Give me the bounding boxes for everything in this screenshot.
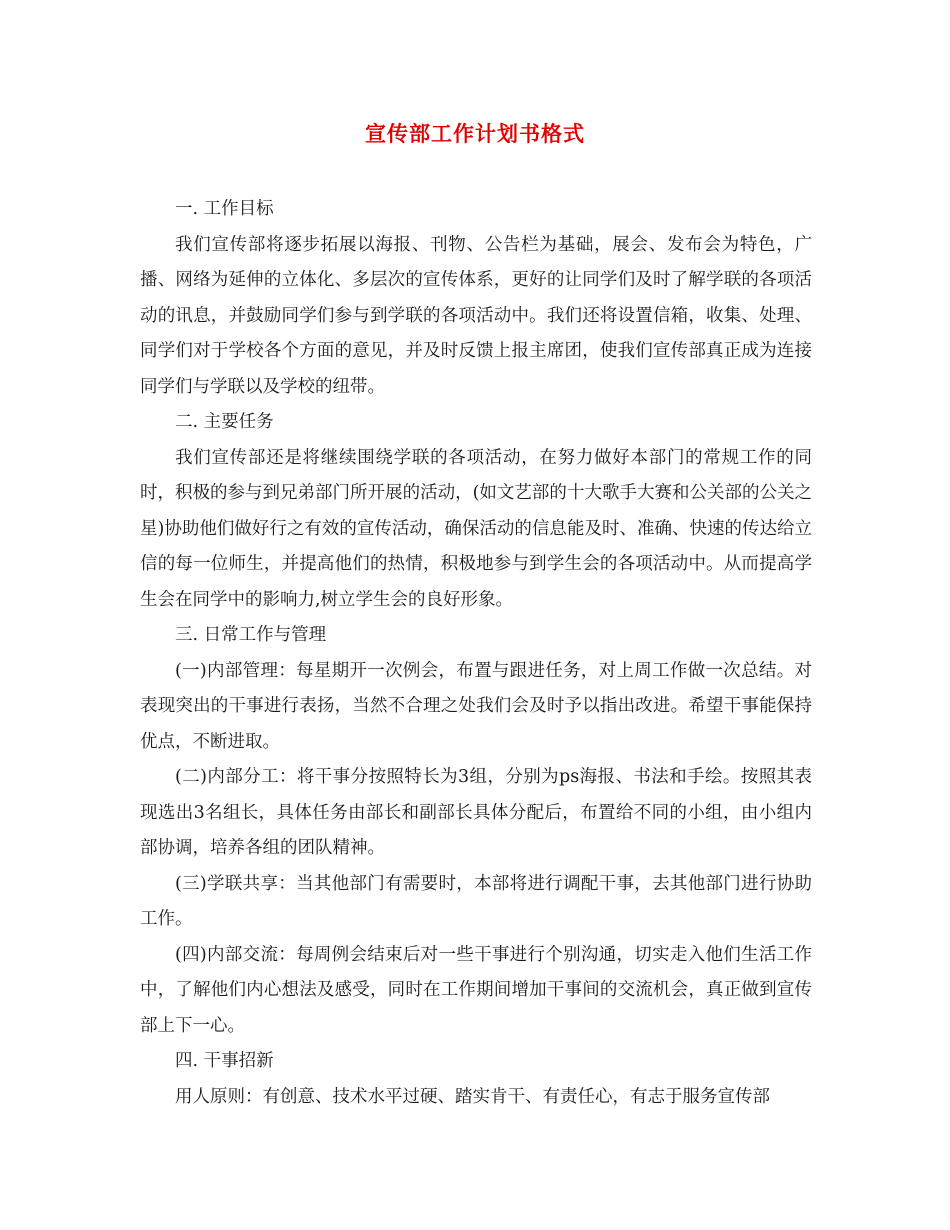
document-body — [140, 192, 812, 1115]
section-heading-goals: 一. 工作目标 — [175, 199, 274, 219]
paragraph-goals: 我们宣传部将逐步拓展以海报、刊物、公告栏为基础，展会、发布会为特色，广播、网络为延伸的立体化、多层次的宣传体系，更好的让同学们及时了解学联的各项活动的讯息，并鼓励同学们参与到学联的各项活动中。我们还将设置信箱，收集、处理、同学们对于学校各个方面的意见，并及时反馈上报主席团，使我们宣传部真正成为连接同学们与学联以及学校的纽带。 — [140, 234, 812, 397]
section-heading-tasks: 二. 主要任务 — [175, 412, 274, 432]
paragraph-sharing: (三)学联共享：当其他部门有需要时，本部将进行调配干事，去其他部门进行协助工作。 — [140, 873, 812, 929]
paragraph-internal-management: (一)内部管理：每星期开一次例会，布置与跟进任务，对上周工作做一次总结。对表现突出的干事进行表扬，当然不合理之处我们会及时予以指出改进。希望干事能保持优点，不断进取。 — [140, 660, 812, 752]
document-title: 宣传部工作计划书格式 — [365, 122, 585, 146]
section-heading-management: 三. 日常工作与管理 — [175, 625, 327, 645]
paragraph-internal-division: (二)内部分工：将干事分按照特长为3组，分别为ps海报、书法和手绘。按照其表现选出3名组长，具体任务由部长和副部长具体分配后，布置给不同的小组，由小组内部协调，培养各组的团队精神。 — [140, 767, 812, 858]
paragraph-tasks: 我们宣传部还是将继续围绕学联的各项活动，在努力做好本部门的常规工作的同时，积极的参与到兄弟部门所开展的活动，(如文艺部的十大歌手大赛和公关部的公关之星)协助他们做好行之有效的宣传活动，确保活动的信息能及时、准确、快速的传达给立信的每一位师生，并提高他们的热情，积极地参与到学生会的各项活动中。从而提高学生会在同学中的影响力,树立学生会的良好形象。 — [140, 447, 812, 610]
paragraph-recruitment-principle: 用人原则：有创意、技术水平过硬、踏实肯干、有责任心，有志于服务宣传部 — [175, 1086, 770, 1107]
section-heading-recruitment: 四. 干事招新 — [175, 1051, 274, 1071]
paragraph-communication: (四)内部交流：每周例会结束后对一些干事进行个别沟通，切实走入他们生活工作中，了解他们内心想法及感受，同时在工作期间增加干事间的交流机会，真正做到宣传部上下一心。 — [140, 944, 812, 1036]
